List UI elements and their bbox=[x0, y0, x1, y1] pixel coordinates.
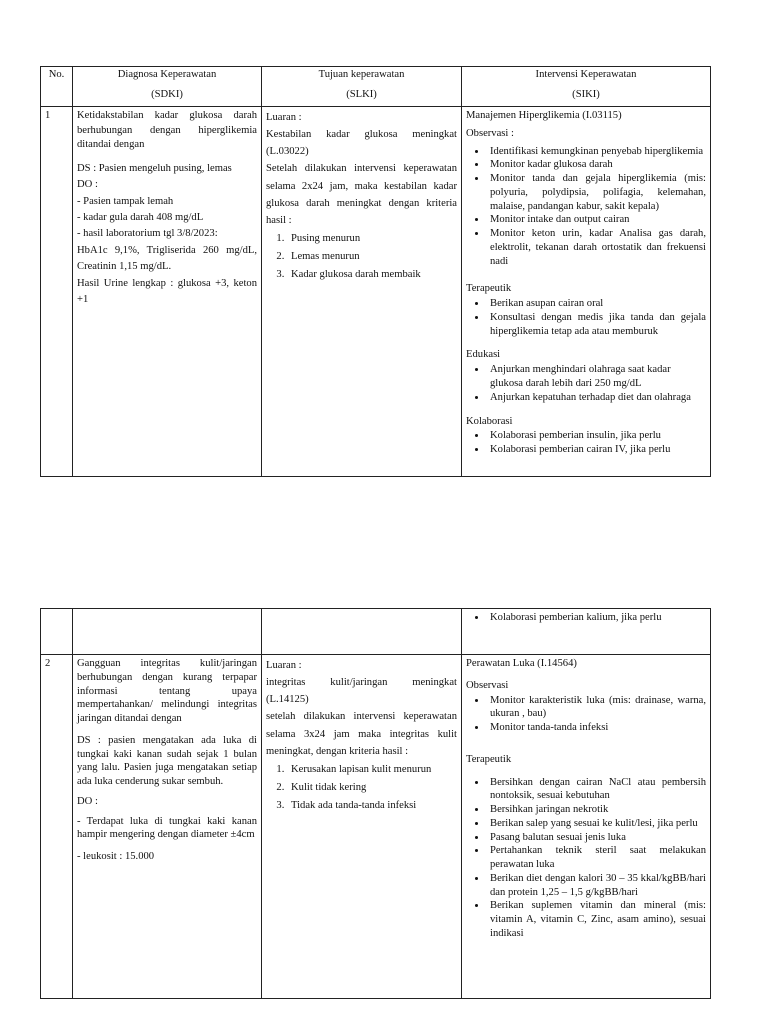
header-tujuan: Tujuan keperawatan (SLKI) bbox=[262, 67, 462, 107]
diagnosa-ds: DS : pasien mengatakan ada luka di tungkai kaki kanan sudah sejak 1 bulan yang lalu. Pasien juga mengatakan setiap ada luka cenderung sukar sembuh. bbox=[77, 734, 257, 788]
list-item: • Pasang balutan sesuai jenis luka bbox=[487, 831, 706, 845]
row-2-intervensi bbox=[462, 655, 711, 999]
list-item: • Berikan suplemen vitamin dan mineral (mis: vitamin A, vitamin C, Zinc, asam amino), sesuai indikasi bbox=[487, 899, 706, 940]
criteria-item: 3. Kadar glukosa darah membaik bbox=[287, 266, 457, 283]
kolaborasi-label: Kolaborasi bbox=[466, 415, 513, 427]
list-item: • Bersihkan jaringan nekrotik bbox=[487, 803, 706, 817]
list-item: • Anjurkan kepatuhan terhadap diet dan olahraga bbox=[487, 391, 706, 405]
row-1-intervensi bbox=[462, 107, 711, 477]
edukasi-label: Edukasi bbox=[466, 349, 501, 361]
header-intervensi: Intervensi Keperawatan (SIKI) bbox=[462, 67, 711, 107]
tujuan-goal: integritas kulit/jaringan meningkat (L.14125) bbox=[266, 677, 457, 706]
intervensi-title: Manajemen Hiperglikemia (I.03115) bbox=[466, 110, 622, 121]
care-plan-table-2 bbox=[40, 608, 711, 999]
edukasi-list bbox=[466, 363, 706, 404]
list-item: • Monitor keton urin, kadar Analisa gas darah, elektrolit, tekanan darah ortostatik dan frekuensi nadi bbox=[487, 227, 706, 268]
row-1-diagnosa bbox=[73, 107, 262, 477]
observasi-label: Observasi : bbox=[466, 127, 514, 139]
criteria-item: 2. Kulit tidak kering bbox=[287, 779, 457, 796]
diagnosa-do-label: DO : bbox=[77, 179, 98, 191]
row-1-cont-tujuan bbox=[262, 609, 462, 655]
list-item: • Kolaborasi pemberian cairan IV, jika perlu bbox=[487, 443, 706, 457]
row-2-diagnosa bbox=[73, 655, 262, 999]
diagnosa-do-label: DO : bbox=[77, 795, 98, 807]
criteria-item: 3. Tidak ada tanda-tanda infeksi bbox=[287, 797, 457, 814]
diagnosa-ds: DS : Pasien mengeluh pusing, lemas bbox=[77, 162, 232, 174]
row-2-tujuan bbox=[262, 655, 462, 999]
row-1-cont-intervensi bbox=[462, 609, 711, 655]
diagnosa-do-item: - leukosit : 15.000 bbox=[77, 851, 155, 863]
list-item: • Kolaborasi pemberian insulin, jika perlu bbox=[487, 429, 706, 443]
criteria-list bbox=[266, 761, 457, 814]
row-2-no: 2 bbox=[41, 655, 73, 999]
criteria-item: 2. Lemas menurun bbox=[287, 248, 457, 265]
tujuan-desc: Setelah dilakukan intervensi keperawatan selama 2x24 jam, maka kestabilan kadar glukosa darah meningkat dengan kriteria hasil : bbox=[266, 163, 457, 226]
observasi-label: Observasi bbox=[466, 679, 509, 691]
tujuan-desc: setelah dilakukan intervensi keperawatan selama 3x24 jam maka integritas kulit meningkat, dengan kriteria hasil : bbox=[266, 711, 457, 757]
list-item: • Identifikasi kemungkinan penyebab hiperglikemia bbox=[487, 145, 706, 159]
criteria-item: 1. Kerusakan lapisan kulit menurun bbox=[287, 761, 457, 778]
header-no: No. bbox=[41, 67, 73, 107]
criteria-list bbox=[266, 230, 457, 283]
list-item: • Konsultasi dengan medis jika tanda dan gejala hiperglikemia tetap ada atau memburuk bbox=[487, 311, 706, 339]
list-item: • Pertahankan teknik steril saat melakukan perawatan luka bbox=[487, 844, 706, 872]
kolaborasi-list bbox=[466, 611, 706, 626]
row-1-cont-no bbox=[41, 609, 73, 655]
header-diagnosa: Diagnosa Keperawatan (SDKI) bbox=[73, 67, 262, 107]
list-item: • Kolaborasi pemberian kalium, jika perlu bbox=[487, 611, 706, 626]
list-item: • Monitor kadar glukosa darah bbox=[487, 158, 706, 172]
list-item: • Berikan diet dengan kalori 30 – 35 kkal/kgBB/hari dan protein 1,25 – 1,5 g/kgBB/hari bbox=[487, 872, 706, 900]
observasi-list bbox=[466, 145, 706, 269]
row-1-cont-diagnosa bbox=[73, 609, 262, 655]
terapeutik-list bbox=[466, 297, 706, 338]
tujuan-luaran: Luaran : bbox=[266, 112, 302, 123]
kolaborasi-list bbox=[466, 429, 706, 457]
care-plan-table-1 bbox=[40, 66, 711, 477]
diagnosa-do-item: - kadar gula darah 408 mg/dL bbox=[77, 212, 204, 224]
diagnosa-title: Gangguan integritas kulit/jaringan berhubungan dengan kurang terpapar informasi tentang upaya mempertahankan/ melindungi integritas jaringan ditandai dengan bbox=[77, 658, 257, 725]
row-2 bbox=[41, 655, 711, 999]
list-item: • Berikan salep yang sesuai ke kulit/lesi, jika perlu bbox=[487, 817, 706, 831]
list-item: • Monitor tanda dan gejala hiperglikemia (mis: polyuria, polydipsia, polifagia, kelemahan, malaise, pandangan kabur, sakit kepala) bbox=[487, 172, 706, 213]
row-1-continued bbox=[41, 609, 711, 655]
diagnosa-do-item: - hasil laboratorium tgl 3/8/2023: bbox=[77, 228, 218, 240]
diagnosa-do-item: - Terdapat luka di tungkai kaki kanan hampir mengering dengan diameter ±4cm bbox=[77, 815, 257, 841]
list-item: • Monitor tanda-tanda infeksi bbox=[487, 721, 706, 735]
list-item: • Berikan asupan cairan oral bbox=[487, 297, 706, 311]
diagnosa-title: Ketidakstabilan kadar glukosa darah berhubungan dengan hiperglikemia ditandai dengan bbox=[77, 110, 257, 151]
header-row bbox=[41, 67, 711, 107]
list-item: • Bersihkan dengan cairan NaCl atau pembersih nontoksik, sesuai kebutuhan bbox=[487, 776, 706, 804]
tujuan-goal: Kestabilan kadar glukosa meningkat (L.03022) bbox=[266, 129, 457, 158]
list-item: • Monitor karakteristik luka (mis: drainase, warna, ukuran , bau) bbox=[487, 694, 706, 722]
terapeutik-label: Terapeutik bbox=[466, 283, 512, 295]
diagnosa-do-item: - Pasien tampak lemah bbox=[77, 195, 174, 207]
intervensi-title: Perawatan Luka (I.14564) bbox=[466, 658, 577, 669]
tujuan-luaran: Luaran : bbox=[266, 660, 302, 671]
terapeutik-label: Terapeutik bbox=[466, 753, 512, 765]
diagnosa-do-item: HbA1c 9,1%, Trigliserida 260 mg/dL, Creatinin 1,15 mg/dL. bbox=[77, 244, 257, 273]
diagnosa-do-item: Hasil Urine lengkap : glukosa +3, keton +1 bbox=[77, 277, 257, 306]
row-1-tujuan bbox=[262, 107, 462, 477]
terapeutik-list bbox=[466, 776, 706, 941]
observasi-list bbox=[466, 694, 706, 735]
list-item: • Anjurkan menghindari olahraga saat kadar glukosa darah lebih dari 250 mg/dL bbox=[487, 363, 706, 391]
list-item: • Monitor intake dan output cairan bbox=[487, 213, 706, 227]
criteria-item: 1. Pusing menurun bbox=[287, 230, 457, 247]
row-1 bbox=[41, 107, 711, 477]
row-1-no: 1 bbox=[41, 107, 73, 477]
